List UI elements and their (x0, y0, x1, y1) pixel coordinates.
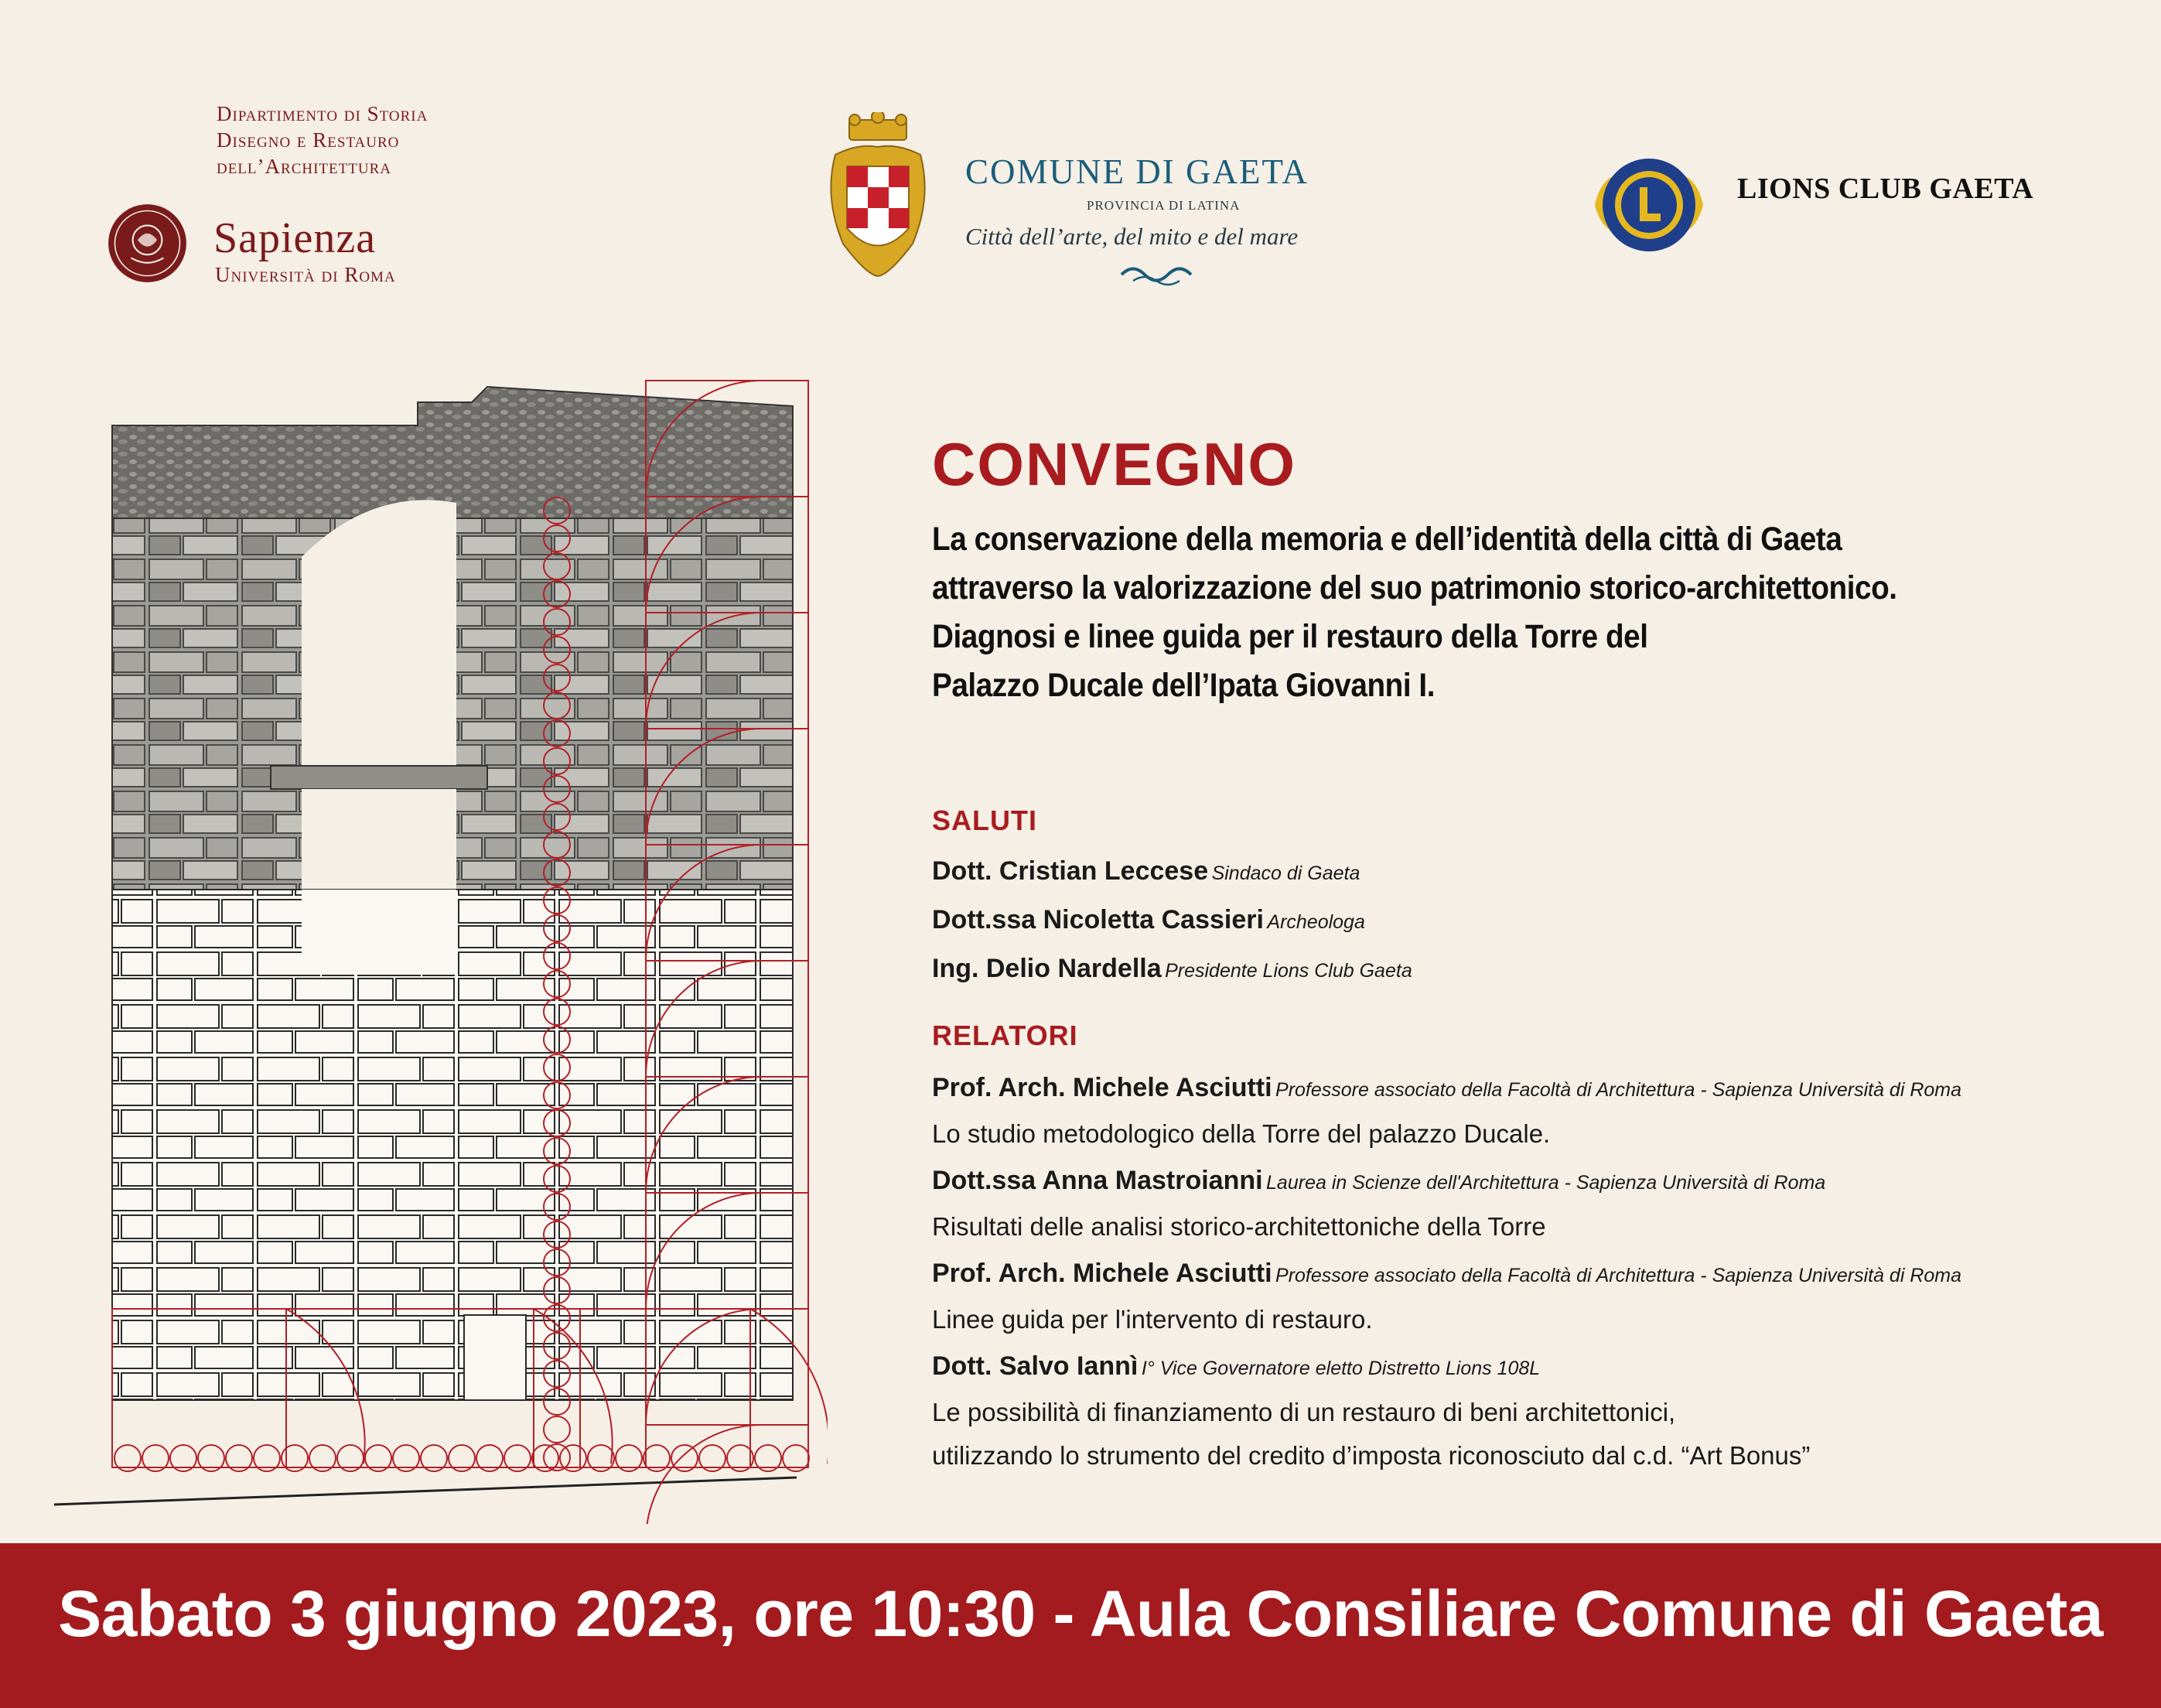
lions-club-name: LIONS CLUB GAETA (1737, 173, 2034, 205)
date-venue-text: Sabato 3 giugno 2023, ore 10:30 - Aula Consiliare Comune di Gaeta (58, 1577, 2103, 1650)
person-name: Dott.ssa Nicoletta Cassieri (932, 905, 1264, 934)
sapienza-name: Sapienza (213, 214, 377, 262)
grid-mark (544, 1444, 570, 1471)
speaker-entry (932, 1344, 1961, 1477)
dept-line-2: Disegno e Restauro (217, 128, 400, 152)
dept-line-1: Dipartimento di Storia (217, 102, 428, 125)
tower-elevation-drawing (54, 371, 828, 1524)
talk-title: utilizzando lo strumento del credito d’imposta riconosciuto dal c.d. “Art Bonus” (932, 1441, 1811, 1470)
talk-title: Lo studio metodologico della Torre del palazzo Ducale. (932, 1119, 1551, 1148)
speaker-entry (932, 1066, 1961, 1156)
gaeta-province: PROVINCIA DI LATINA (1087, 198, 1241, 213)
gaeta-name: COMUNE DI GAETA (965, 152, 1309, 191)
speaker-name: Prof. Arch. Michele Asciutti (932, 1073, 1272, 1102)
gaeta-crest-icon (820, 112, 936, 278)
title-line: La conservazione della memoria e dell’identità della città di Gaeta (932, 521, 1842, 558)
sapienza-department (217, 101, 495, 179)
speaker-entry (932, 1159, 1961, 1249)
saluti-list (932, 849, 1412, 996)
speaker-name: Dott. Salvo Iannì (932, 1351, 1139, 1381)
grid-mark (544, 1416, 570, 1443)
wave-ornament-icon (1118, 259, 1203, 287)
saluti-item (932, 898, 1412, 947)
sapienza-seal-icon (107, 203, 188, 284)
person-role: Presidente Lions Club Gaeta (1165, 960, 1412, 982)
gaeta-motto: Città dell’arte, del mito e del mare (965, 223, 1299, 250)
saluti-item (932, 849, 1412, 898)
speaker-role: Laurea in Scienze dell'Architettura - Sapienza Università di Roma (1266, 1172, 1826, 1194)
person-role: Sindaco di Gaeta (1211, 863, 1360, 884)
saluti-label: SALUTI (932, 804, 1037, 836)
speaker-name: Prof. Arch. Michele Asciutti (932, 1259, 1272, 1288)
title-line: attraverso la valorizzazione del suo patrimonio storico-architettonico. (932, 569, 1897, 606)
talk-title: Risultati delle analisi storico-architettoniche della Torre (932, 1212, 1546, 1241)
talk-title: Le possibilità di finanziamento di un restauro di beni architettonici, (932, 1398, 1676, 1426)
dept-line-3: dell’Architettura (217, 155, 391, 178)
relatori-list (932, 1066, 1961, 1477)
lions-emblem-icon (1587, 147, 1711, 263)
title-line: Palazzo Ducale dell’Ipata Giovanni I. (932, 667, 1436, 704)
title-line: Diagnosi e linee guida per il restauro della Torre del (932, 618, 1648, 655)
person-role: Archeologa (1267, 911, 1365, 933)
person-name: Ing. Delio Nardella (932, 954, 1162, 983)
speaker-name: Dott.ssa Anna Mastroianni (932, 1166, 1263, 1195)
sapienza-subtitle: Università di Roma (215, 263, 396, 286)
speaker-entry (932, 1252, 1961, 1341)
speaker-role: Professore associato della Facoltà di Architettura - Sapienza Università di Roma (1275, 1079, 1962, 1101)
person-name: Dott. Cristian Leccese (932, 856, 1209, 886)
talk-title: Linee guida per l'intervento di restauro. (932, 1305, 1373, 1334)
event-title (932, 515, 1976, 710)
event-heading: CONVEGNO (932, 430, 1297, 498)
speaker-role: Professore associato della Facoltà di Architettura - Sapienza Università di Roma (1275, 1265, 1962, 1286)
saluti-item (932, 947, 1412, 996)
grid-mark (646, 1425, 762, 1524)
speaker-role: I° Vice Governatore eletto Distretto Lions 108L (1141, 1358, 1541, 1379)
relatori-label: RELATORI (932, 1020, 1078, 1051)
